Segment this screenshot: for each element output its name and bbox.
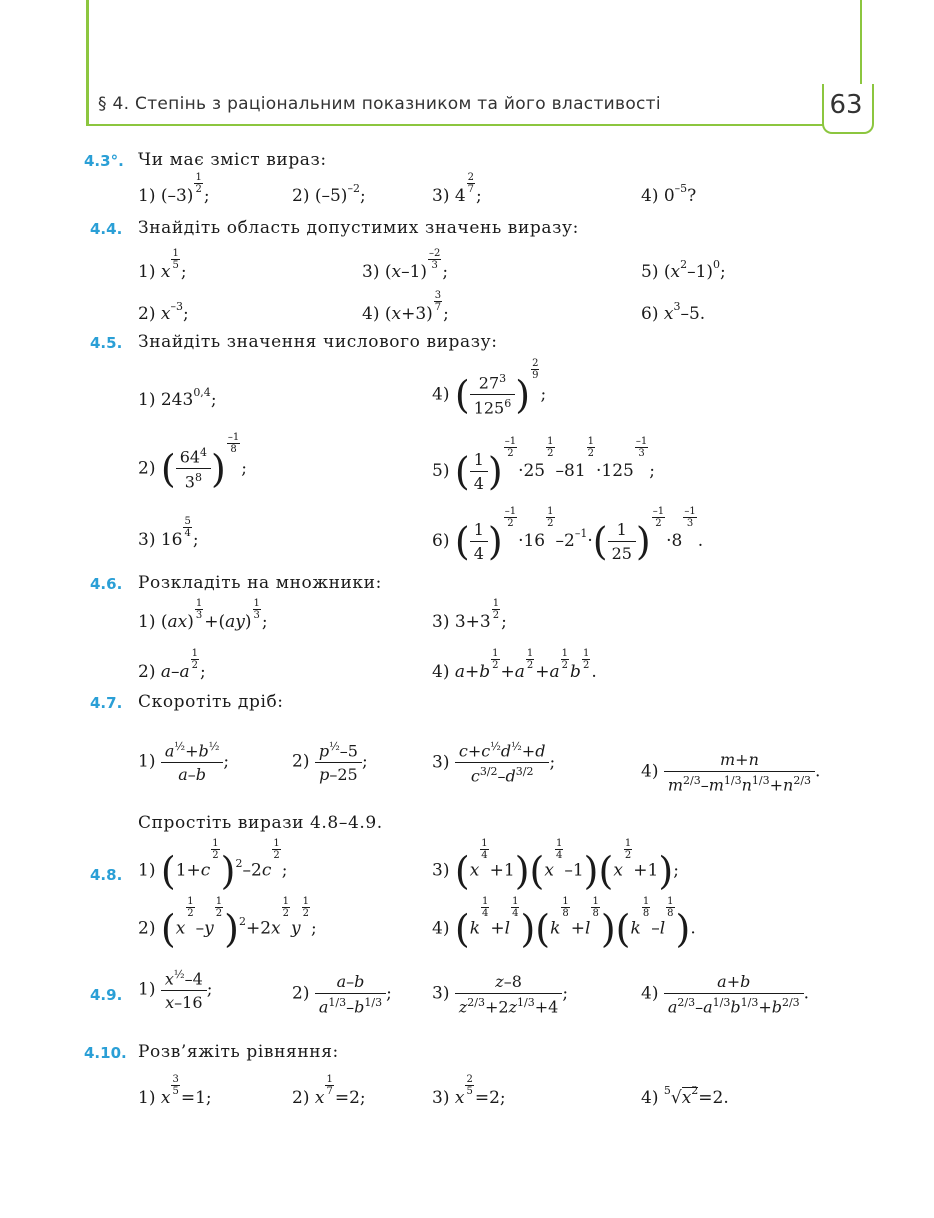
item: 2) $x^{-3}$; bbox=[138, 300, 189, 324]
exercise-text: Скоротіть дріб: bbox=[138, 692, 284, 712]
item: 1) (1+c $\frac{1}{2}$ )$^2$–2c $\frac{1}{2}$ ; bbox=[138, 838, 288, 893]
item: 4) $\frac{a+b}{a^{2/3}-a^{1/3}b^{1/3}+b^{2/3}}$ . bbox=[641, 972, 810, 1017]
instruction-text: Спростіть вирази 4.8–4.9. bbox=[138, 813, 383, 833]
section-header: § 4. Степінь з раціональним показником та його властивості bbox=[98, 94, 661, 114]
item: 1) (–3) $\frac{1}{2}$ ; bbox=[138, 172, 210, 206]
item: 1) x $\frac{1}{5}$ ; bbox=[138, 248, 187, 282]
item: 4) ( $\frac{27^3}{125^6}$ ) $\frac{2}{9}$ ; bbox=[432, 358, 547, 418]
item: 6) $x^3-5$. bbox=[641, 300, 706, 324]
item: 3) (x $\frac{1}{4}$ +1)(x $\frac{1}{4}$ –1)(x $\frac{1}{2}$ +1); bbox=[432, 838, 679, 893]
item: 1) (ax) $\frac{1}{3}$ +(ay) $\frac{1}{3}$ ; bbox=[138, 598, 268, 632]
exercise-number: 4.7. bbox=[90, 694, 123, 712]
item: 3) 3+3 $\frac{1}{2}$ ; bbox=[432, 598, 507, 632]
item: 2) $(-5)^{-2}$; bbox=[292, 182, 366, 206]
exercise-text: Знайдіть область допустимих значень виразу: bbox=[138, 218, 579, 238]
exercise-number: 4.5. bbox=[90, 334, 123, 352]
item: 1) $\frac{x^{\frac{1}{2}}-4}{x-16}$ ; bbox=[138, 968, 213, 1013]
item: 2) $\frac{a-b}{a^{1/3}-b^{1/3}}$ ; bbox=[292, 972, 392, 1017]
item: 3) $\frac{c+c^{\frac{1}{2}}d^{\frac{1}{2}}+d}{c^{3/2}-d^{3/2}}$ ; bbox=[432, 740, 556, 786]
item: 2) ( $\frac{64^4}{3^8}$ ) $\frac{-1}{8}$ ; bbox=[138, 432, 247, 492]
item: 3) (x–1) $\frac{-2}{3}$ ; bbox=[362, 248, 449, 282]
exercise-number: 4.8. bbox=[90, 866, 123, 884]
item: 4) (k $\frac{1}{4}$ +l $\frac{1}{4}$ )(k $\frac{1}{8}$ +l $\frac{1}{8}$ )(k $\frac{1}{8}$ –l $\frac{1}{8}$ ). bbox=[432, 896, 696, 951]
exercise-number: 4.4. bbox=[90, 220, 123, 238]
item: 1) $\frac{a^{\frac{1}{2}}+b^{\frac{1}{2}}}{a-b}$ ; bbox=[138, 740, 230, 785]
item: 4) (x+3) $\frac{3}{7}$ ; bbox=[362, 290, 449, 324]
item: 4) $^5√x^2=2$. bbox=[641, 1084, 729, 1108]
page-number: 63 bbox=[829, 90, 863, 120]
item: 5) ( $\frac{1}{4}$ ) $\frac{-1}{2}$ ·25 $\frac{1}{2}$ –81 $\frac{1}{2}$ ·125 $\frac{-1}{3}$ ; bbox=[432, 436, 655, 494]
item: 1) x $\frac{3}{5}$ =1; bbox=[138, 1074, 212, 1108]
item: 2) (x $\frac{1}{2}$ –y $\frac{1}{2}$ )$^2$+2x $\frac{1}{2}$ y $\frac{1}{2}$ ; bbox=[138, 896, 317, 951]
exercise-text: Чи має зміст вираз: bbox=[138, 150, 327, 170]
exercise-number: 4.10. bbox=[84, 1044, 127, 1062]
exercise-number: 4.6. bbox=[90, 575, 123, 593]
item: 4) $0^{-5}$? bbox=[641, 182, 697, 206]
item: 1) 243$^{0,4}$; bbox=[138, 386, 217, 410]
item: 2) a–a $\frac{1}{2}$ ; bbox=[138, 648, 206, 682]
item: 2) x $\frac{1}{7}$ =2; bbox=[292, 1074, 366, 1108]
exercise-number: 4.3°. bbox=[84, 152, 124, 170]
exercise-text: Знайдіть значення числового виразу: bbox=[138, 332, 498, 352]
exercise-text: Розкладіть на множники: bbox=[138, 573, 382, 593]
exercise-number: 4.9. bbox=[90, 986, 123, 1004]
item: 4) a+b $\frac{1}{2}$ +a $\frac{1}{2}$ +a $\frac{1}{2}$ b $\frac{1}{2}$ . bbox=[432, 648, 597, 682]
item: 2) $\frac{p^{\frac{1}{2}}-5}{p-25}$ ; bbox=[292, 740, 368, 785]
item: 3) $\frac{z-8}{z^{2/3}+2z^{1/3}+4}$ ; bbox=[432, 972, 569, 1017]
item: 6) ( $\frac{1}{4}$ ) $\frac{-1}{2}$ ·16 $\frac{1}{2}$ $-2^{-1}\cdot$( $\frac{1}{25}$ ) $\frac{-1}{2}$ ·8 $\frac{-1}{3}$ . bbox=[432, 506, 704, 564]
item: 3) 16 $\frac{5}{4}$ ; bbox=[138, 516, 199, 550]
exercise-text: Розв’яжіть рівняння: bbox=[138, 1042, 339, 1062]
item: 5) $(x^2-1)^0$; bbox=[641, 258, 726, 282]
item: 3) 4 $\frac{2}{7}$ ; bbox=[432, 172, 482, 206]
item: 4) $\frac{m+n}{m^{2/3}-m^{1/3}n^{1/3}+n^{2/3}}$ . bbox=[641, 750, 821, 795]
item: 3) x $\frac{2}{5}$ =2; bbox=[432, 1074, 506, 1108]
